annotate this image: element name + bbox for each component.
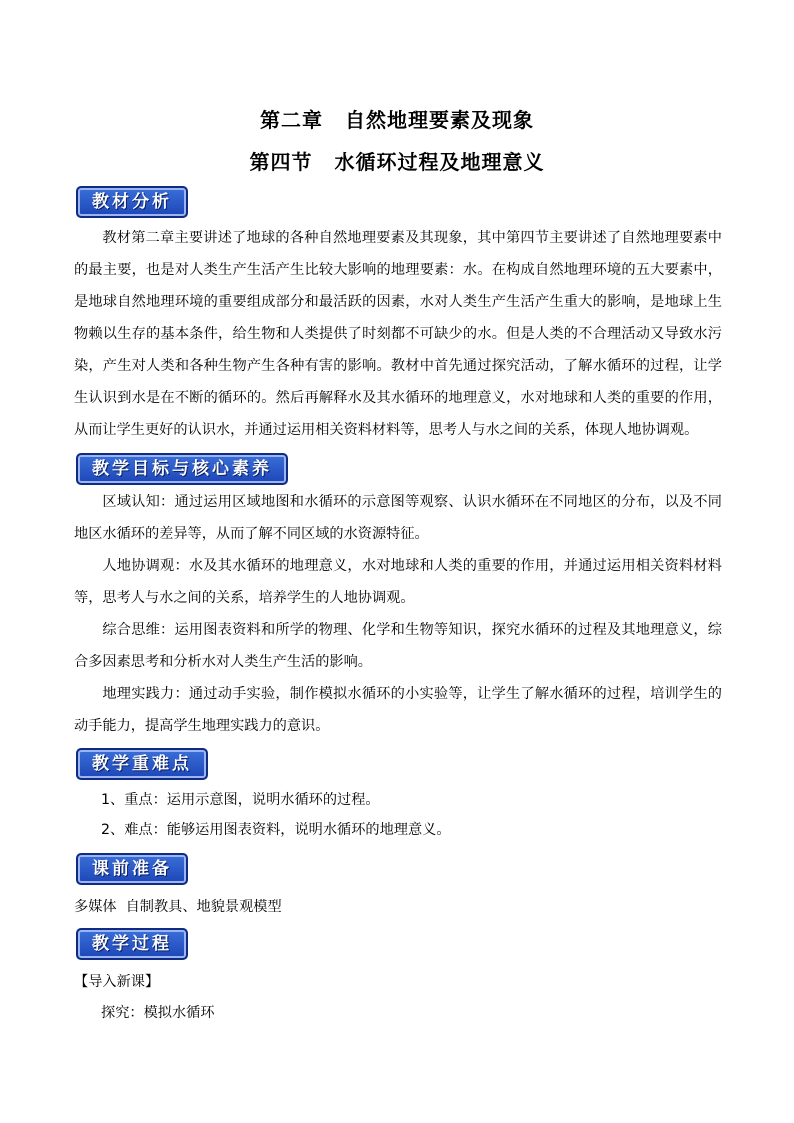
chapter-number: 第二章	[260, 108, 323, 132]
intro-heading: 【导入新课】	[74, 974, 160, 990]
section-badge-difficulty: 教学重难点	[76, 748, 208, 780]
section-badge-prep: 课前准备	[76, 853, 188, 885]
section-badge-process: 教学过程	[76, 928, 188, 960]
goal-paragraph-human-land: 人地协调观：水及其水循环的地理意义，水对地球和人类的重要的作用，并通过运用相关资料材料等，思考人与水之间的关系，培养学生的人地协调观。	[74, 558, 722, 606]
difficult-point: 2、难点：能够运用图表资料，说明水循环的地理意义。	[101, 822, 451, 838]
section-name: 水循环过程及地理意义	[334, 150, 545, 174]
chapter-name: 自然地理要素及现象	[345, 108, 534, 132]
explore-text: 探究：模拟水循环	[101, 1005, 215, 1021]
section-badge-material: 教材分析	[76, 186, 188, 218]
prep-text: 多媒体 自制教具、地貌景观模型	[74, 899, 282, 915]
goal-paragraph-integrated: 综合思维：运用图表资料和所学的物理、化学和生物等知识，探究水循环的过程及其地理意义，综合多因素思考和分析水对人类生产生活的影响。	[74, 622, 722, 670]
chapter-title	[0, 104, 794, 133]
section-title	[0, 146, 794, 175]
goal-paragraph-practice: 地理实践力：通过动手实验，制作模拟水循环的小实验等，让学生了解水循环的过程，培训学生的动手能力，提高学生地理实践力的意识。	[74, 686, 722, 734]
section-badge-goals: 教学目标与核心素养	[76, 453, 288, 485]
section-number: 第四节	[249, 150, 313, 174]
goal-paragraph-region: 区域认知：通过运用区域地图和水循环的示意图等观察、认识水循环在不同地区的分布，以及不同地区水循环的差异等，从而了解不同区域的水资源特征。	[74, 494, 722, 542]
key-point: 1、重点：运用示意图，说明水循环的过程。	[101, 792, 380, 808]
material-paragraph: 教材第二章主要讲述了地球的各种自然地理要素及其现象，其中第四节主要讲述了自然地理要素中的最主要，也是对人类生产生活产生比较大影响的地理要素：水。在构成自然地理环境的五大要素中，是地球自然地理环境的重要组成部分和最活跃的因素，水对人类生产生活产生重大的影响，是地球上生物赖以生存的基本条件，给生物和人类提供了时刻都不可缺少的水。但是人类的不合理活动又导致水污染，产生对人类和各种生物产生各种有害的影响。教材中首先通过探究活动，了解水循环的过程，让学生认识到水是在不断的循环的。然后再解释水及其水循环的地理意义，水对地球和人类的重要的作用，从而让学生更好的认识水，并通过运用相关资料材料等，思考人与水之间的关系，体现人地协调观。	[74, 230, 722, 438]
